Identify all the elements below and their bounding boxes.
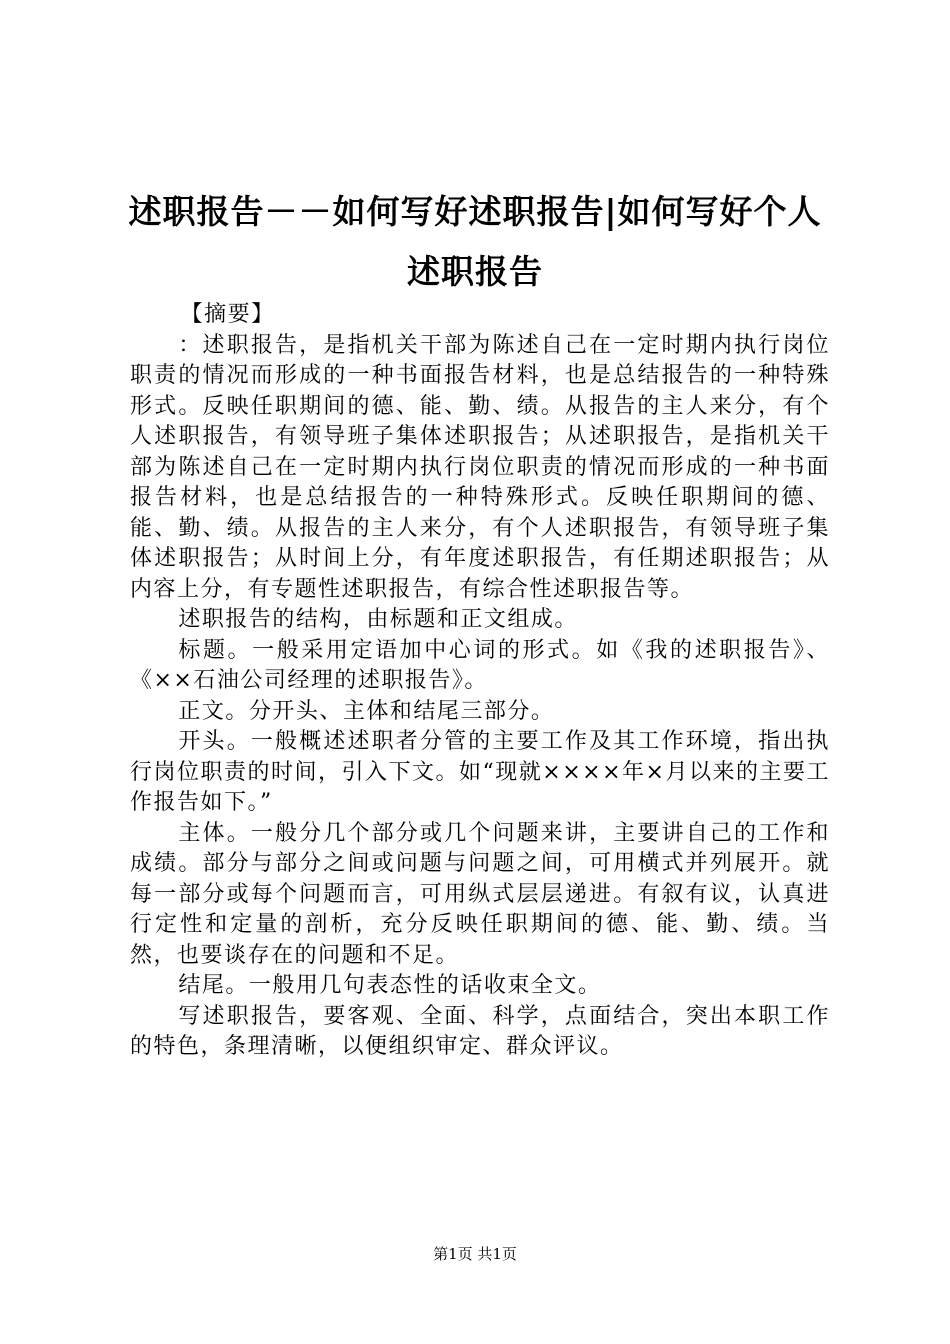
paragraph-ending: 结尾。一般用几句表态性的话收束全文。: [178, 973, 602, 998]
paragraph-title: 标题。一般采用定语加中心词的形式。如《我的述职报告》、《××石油公司经理的述职报告》。: [130, 637, 830, 693]
document-body: [130, 300, 830, 1063]
paragraph-opening: 开头。一般概述述职者分管的主要工作及其工作环境，指出执行岗位职责的时间，引入下文。如“现就××××年×月以来的主要工作报告如下。”: [130, 729, 830, 815]
abstract-heading: 【摘要】: [180, 302, 275, 327]
document-title: 述职报告－－如何写好述职报告|如何写好个人述职报告: [128, 192, 822, 291]
paragraph-main-text: 正文。分开头、主体和结尾三部分。: [178, 698, 555, 724]
paragraph-structure: 述职报告的结构，由标题和正文组成。: [178, 607, 578, 632]
page-footer: 第1页 共1页: [433, 1245, 517, 1263]
paragraph-abstract: ：述职报告，是指机关干部为陈述自己在一定时期内执行岗位职责的情况而形成的一种书面报告材料，也是总结报告的一种特殊形式。反映任职期间的德、能、勤、绩。从报告的主人来分，有个人述职报告，有领导班子集体述职报告；从述职报告，是指机关干部为陈述自己在一定时期内执行岗位职责的情况而形成的一种书面报告材料，也是总结报告的一种特殊形式。反映任职期间的德、能、勤、绩。从报告的主人来分，有个人述职报告，有领导班子集体述职报告；从时间上分，有年度述职报告，有任期述职报告；从内容上分，有专题性述职报告，有综合性述职报告等。: [130, 332, 830, 602]
paragraph-body: 主体。一般分几个部分或几个问题来讲，主要讲自己的工作和成绩。部分与部分之间或问题与问题之间，可用横式并列展开。就每一部分或每个问题而言，可用纵式层层递进。有叙有议，认真进行定性和定量的剖析，充分反映任职期间的德、能、勤、绩。当然，也要谈存在的问题和不足。: [130, 820, 830, 968]
paragraph-writing-tips: 写述职报告，要客观、全面、科学，点面结合，突出本职工作的特色，条理清晰，以便组织审定、群众评议。: [130, 1003, 830, 1059]
